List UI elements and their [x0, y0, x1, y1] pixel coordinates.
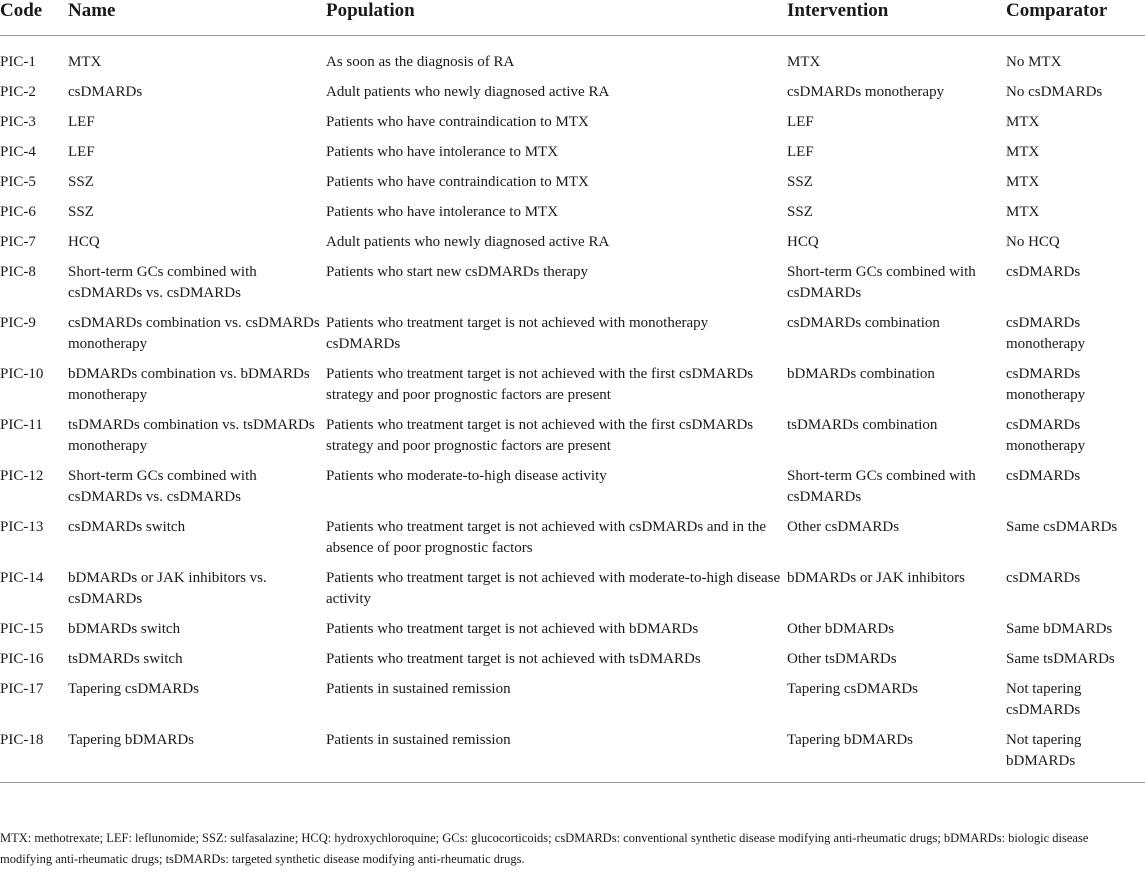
cell-code: PIC-9: [0, 315, 36, 331]
cell-code: PIC-6: [0, 204, 36, 220]
cell-population: Adult patients who newly diagnosed active RA: [326, 234, 610, 250]
cell-intervention: Other csDMARDs: [787, 519, 900, 535]
cell-name: LEF: [68, 114, 95, 130]
cell-population: Patients who have contraindication to MTX: [326, 114, 589, 130]
cell-population: Patients in sustained remission: [326, 722, 787, 783]
cell-code: PIC-8: [0, 264, 36, 280]
cell-comparator: Same csDMARDs: [1006, 519, 1118, 535]
table-footnote: MTX: methotrexate; LEF: leflunomide; SSZ: sulfasalazine; HCQ: hydroxychloroquine; GCs: glucocorticoids; csDMARDs: conventional synthetic disease modifying anti-rheumatic drugs; bDMARDs: biologic disease modifying anti-rheumatic drugs; tsDMARDs: targeted synthetic disease modifying anti-rheumatic drugs.: [0, 831, 1089, 866]
table-row: [0, 356, 1145, 407]
cell-comparator: MTX: [1006, 114, 1040, 130]
cell-intervention: LEF: [787, 144, 814, 160]
cell-comparator: csDMARDs: [1006, 570, 1081, 586]
cell-comparator: No csDMARDs: [1006, 84, 1103, 100]
table-row: [0, 36, 1145, 75]
cell-code: PIC-7: [0, 234, 36, 250]
header-row: [0, 0, 1145, 36]
cell-comparator: Not tapering csDMARDs: [1006, 681, 1082, 718]
cell-intervention: HCQ: [787, 234, 819, 250]
table-row: [0, 74, 1145, 104]
cell-intervention: Tapering bDMARDs: [787, 722, 1006, 783]
cell-comparator: No MTX: [1006, 54, 1062, 70]
cell-population: Patients who have contraindication to MTX: [326, 174, 589, 190]
cell-code: PIC-14: [0, 570, 44, 586]
cell-comparator: MTX: [1006, 144, 1040, 160]
header-code: Code: [0, 0, 68, 36]
cell-comparator: MTX: [1006, 174, 1040, 190]
table-row: [0, 671, 1145, 722]
cell-name: bDMARDs or JAK inhibitors vs. csDMARDs: [68, 570, 267, 607]
table-row: [0, 560, 1145, 611]
cell-population: Patients in sustained remission: [326, 681, 511, 697]
cell-name: Tapering csDMARDs: [68, 681, 200, 697]
cell-code: PIC-2: [0, 84, 36, 100]
cell-comparator: Not tapering bDMARDs: [1006, 722, 1145, 783]
table-row: [0, 104, 1145, 134]
cell-intervention: SSZ: [787, 174, 813, 190]
cell-comparator: MTX: [1006, 204, 1040, 220]
cell-intervention: Short-term GCs combined with csDMARDs: [787, 468, 976, 505]
cell-code: PIC-18: [0, 722, 68, 783]
cell-population: Patients who treatment target is not achieved with moderate-to-high disease activity: [326, 570, 781, 607]
cell-population: Patients who have intolerance to MTX: [326, 204, 559, 220]
cell-intervention: csDMARDs combination: [787, 315, 940, 331]
cell-name: LEF: [68, 144, 95, 160]
cell-population: Patients who start new csDMARDs therapy: [326, 264, 589, 280]
cell-population: Patients who treatment target is not achieved with bDMARDs: [326, 621, 699, 637]
cell-comparator: csDMARDs monotherapy: [1006, 417, 1086, 454]
header-name: Name: [68, 0, 326, 36]
table-row: [0, 611, 1145, 641]
cell-population: Patients who moderate-to-high disease activity: [326, 468, 607, 484]
table-row: [0, 641, 1145, 671]
cell-name: tsDMARDs switch: [68, 651, 183, 667]
cell-comparator: No HCQ: [1006, 234, 1060, 250]
cell-code: PIC-15: [0, 621, 44, 637]
cell-name: csDMARDs combination vs. csDMARDs monotherapy: [68, 315, 320, 352]
cell-name: csDMARDs: [68, 84, 143, 100]
cell-code: PIC-13: [0, 519, 44, 535]
header-population: Population: [326, 0, 787, 36]
table-row: [0, 458, 1145, 509]
cell-comparator: Same bDMARDs: [1006, 621, 1113, 637]
cell-name: SSZ: [68, 204, 94, 220]
cell-comparator: csDMARDs: [1006, 264, 1081, 280]
cell-name: MTX: [68, 54, 102, 70]
cell-code: PIC-10: [0, 366, 44, 382]
table-row: [0, 722, 1145, 783]
cell-code: PIC-4: [0, 144, 36, 160]
table-header: [0, 0, 1145, 36]
cell-name: csDMARDs switch: [68, 519, 186, 535]
header-intervention: Intervention: [787, 0, 1006, 36]
cell-comparator: csDMARDs monotherapy: [1006, 315, 1086, 352]
cell-code: PIC-11: [0, 417, 43, 433]
cell-name: Tapering bDMARDs: [68, 722, 326, 783]
table-row: [0, 134, 1145, 164]
table-row: [0, 194, 1145, 224]
table-row: [0, 509, 1145, 560]
cell-intervention: tsDMARDs combination: [787, 417, 938, 433]
cell-intervention: MTX: [787, 54, 821, 70]
cell-intervention: bDMARDs combination: [787, 366, 935, 382]
cell-name: bDMARDs combination vs. bDMARDs monotherapy: [68, 366, 310, 403]
cell-population: Patients who treatment target is not achieved with tsDMARDs: [326, 651, 701, 667]
cell-population: Patients who treatment target is not achieved with monotherapy csDMARDs: [326, 315, 709, 352]
cell-population: Adult patients who newly diagnosed active RA: [326, 84, 610, 100]
cell-population: Patients who have intolerance to MTX: [326, 144, 559, 160]
cell-code: PIC-12: [0, 468, 44, 484]
header-comparator: Comparator: [1006, 0, 1145, 36]
cell-name: SSZ: [68, 174, 94, 190]
cell-population: Patients who treatment target is not achieved with the first csDMARDs strategy and poor prognostic factors are present: [326, 366, 754, 403]
cell-name: HCQ: [68, 234, 100, 250]
cell-comparator: Same tsDMARDs: [1006, 651, 1115, 667]
cell-name: Short-term GCs combined with csDMARDs vs. csDMARDs: [68, 264, 257, 301]
table-row: [0, 224, 1145, 254]
table-row: [0, 407, 1145, 458]
cell-comparator: csDMARDs monotherapy: [1006, 366, 1086, 403]
cell-code: PIC-1: [0, 54, 36, 70]
table-row: [0, 254, 1145, 305]
table-row: [0, 305, 1145, 356]
cell-name: tsDMARDs combination vs. tsDMARDs monotherapy: [68, 417, 315, 454]
cell-population: As soon as the diagnosis of RA: [326, 54, 515, 70]
cell-code: PIC-5: [0, 174, 36, 190]
table-body: [0, 36, 1145, 783]
cell-intervention: Other tsDMARDs: [787, 651, 897, 667]
cell-code: PIC-3: [0, 114, 36, 130]
cell-name: bDMARDs switch: [68, 621, 181, 637]
cell-code: PIC-16: [0, 651, 44, 667]
cell-intervention: Tapering csDMARDs: [787, 681, 919, 697]
cell-intervention: bDMARDs or JAK inhibitors: [787, 570, 965, 586]
cell-intervention: SSZ: [787, 204, 813, 220]
cell-intervention: Short-term GCs combined with csDMARDs: [787, 264, 976, 301]
cell-code: PIC-17: [0, 681, 44, 697]
table-row: [0, 164, 1145, 194]
cell-population: Patients who treatment target is not achieved with csDMARDs and in the absence of poor prognostic factors: [326, 519, 767, 556]
cell-intervention: csDMARDs monotherapy: [787, 84, 945, 100]
cell-comparator: csDMARDs: [1006, 468, 1081, 484]
cell-intervention: LEF: [787, 114, 814, 130]
cell-intervention: Other bDMARDs: [787, 621, 895, 637]
cell-name: Short-term GCs combined with csDMARDs vs. csDMARDs: [68, 468, 257, 505]
cell-population: Patients who treatment target is not achieved with the first csDMARDs strategy and poor prognostic factors are present: [326, 417, 754, 454]
